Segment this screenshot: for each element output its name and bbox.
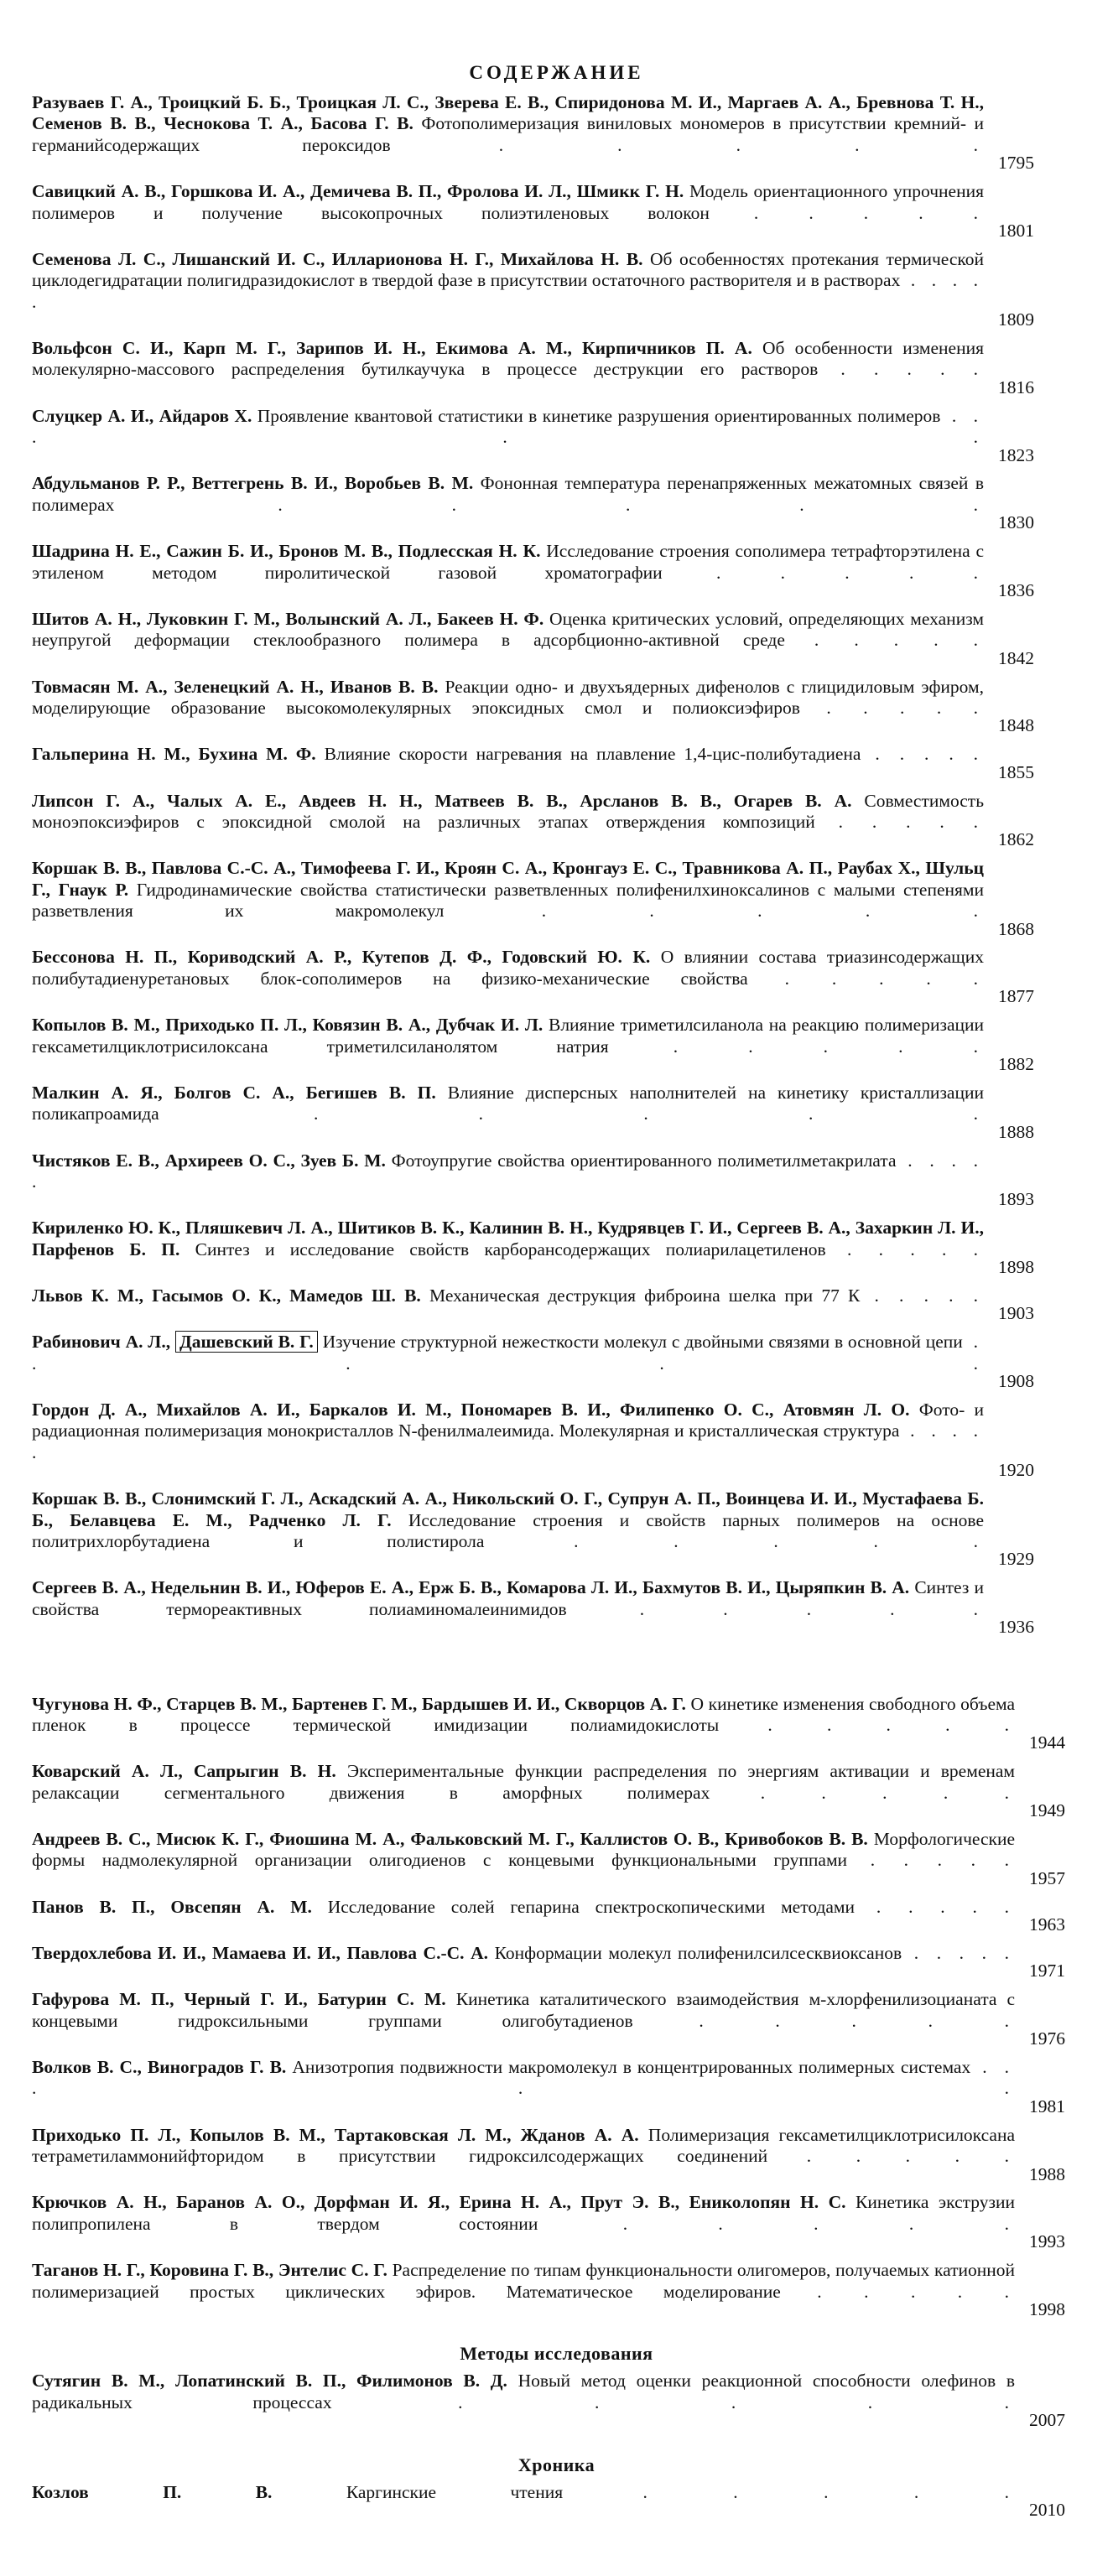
entry-authors: Шадрина Н. Е., Сажин Б. И., Бронов М. В., Подлесская Н. К. [32, 541, 541, 562]
entry-title: Оценка критических условий, определяющих механизм неупругой деформации стеклообразного полимера в адсорбционно-активной среде [32, 608, 984, 651]
toc-entry-text [32, 181, 984, 245]
leader-dots: . . . . . [32, 2057, 1016, 2099]
entry-page-number: 1976 [1029, 2028, 1065, 2049]
entry-page-number: 1868 [998, 918, 1034, 939]
leader-dots: . . . . . [710, 1782, 1015, 1803]
toc-entry [32, 1761, 1065, 1825]
toc-part-chronicle [32, 2482, 1065, 2525]
entry-page-number: 1836 [998, 579, 1034, 600]
toc-entry-text [32, 1694, 1015, 1758]
toc-entry-text [32, 2371, 1015, 2434]
entry-authors: Гафурова М. П., Черный Г. И., Батурин С. М. [32, 1989, 446, 2010]
entry-page-number: 1981 [1029, 2096, 1065, 2116]
entry-page-number: 1936 [998, 1617, 1034, 1638]
toc-entry-text [32, 2125, 1015, 2189]
toc-entry-text [32, 744, 984, 787]
toc-entry [32, 1694, 1065, 1758]
entry-authors: Козлов П. В. [32, 2481, 273, 2502]
section-heading-methods: Методы исследования [460, 2343, 653, 2365]
leader-dots: . . . . . [32, 1420, 985, 1462]
toc-entry-text [32, 1897, 1015, 1940]
toc-entry [32, 2057, 1065, 2121]
leader-dots: . . . . . [719, 1714, 1016, 1735]
entry-authors: Кириленко Ю. К., Пляшкевич Л. А., Шитиков В. К., Калинин В. Н., Кудрявцев Г. И., Сергеев В. А., Захаркин Л. И., Парфенов Б. П. [32, 1218, 984, 1259]
entry-title: Об особенности изменения молекулярно-массового распределения бутилкаучука в процессе деструкции его растворов [32, 337, 985, 380]
entry-authors: Чугунова Н. Ф., Старцев В. М., Бартенев Г. М., Бардышев И. И., Скворцов А. Г. [32, 1693, 686, 1714]
leader-dots: . . . . . [784, 630, 985, 651]
toc-part-2 [32, 1694, 1065, 2324]
leader-dots: . . . . . [747, 968, 985, 989]
toc-entry [32, 744, 1034, 787]
entry-page-number: 1944 [1029, 1732, 1065, 1753]
toc-entry [32, 1400, 1034, 1485]
toc-entry-text [32, 1943, 1015, 1986]
leader-dots: . . . . . [855, 1896, 1016, 1917]
entry-authors: Слуцкер А. И., Айдаров Х. [32, 405, 252, 426]
entry-authors: Товмасян М. А., Зеленецкий А. Н., Иванов В. В. [32, 676, 439, 697]
entry-authors: Коварский А. Л., Сапрыгин В. Н. [32, 1761, 336, 1782]
leader-dots: . . . . . [32, 270, 985, 312]
leader-dots: . . . . . [825, 1239, 985, 1259]
toc-entry-text [32, 1083, 984, 1146]
entry-page-number: 1882 [998, 1053, 1034, 1074]
entry-page-number: 1809 [998, 309, 1034, 330]
leader-dots: . . . . . [860, 1285, 985, 1306]
entry-page-number: 1795 [998, 153, 1034, 174]
leader-dots: . . . . . [662, 562, 984, 583]
entry-page-number: 1842 [998, 647, 1034, 668]
entry-authors: Таганов Н. Г., Коровина Г. В., Энтелис С. Г. [32, 2260, 387, 2281]
toc-entry [32, 1829, 1065, 1893]
toc-entry-text [32, 2192, 1015, 2256]
entry-authors: Волков В. С., Виноградов Г. В. [32, 2057, 287, 2078]
entry-title: Кинетика каталитического взаимодействия м-хлорфенилизоцианата с концевыми гидроксильными группами олигобутадиенов [32, 1989, 1016, 2031]
leader-dots: . . . . . [902, 1943, 1016, 1963]
toc-entry [32, 1285, 1034, 1328]
leader-dots: . . . . . [32, 1150, 985, 1192]
leader-dots: . . . . . [566, 1598, 985, 1619]
entry-authors: Семенова Л. С., Лишанский И. С., Илларионова Н. Г., Михайлова Н. В. [32, 248, 643, 269]
entry-page-number: 1963 [1029, 1914, 1065, 1935]
entry-title: Об особенностях протекания термической циклодегидратации полигидразидокислот в твердой фазе в присутствии остаточного растворителя и в растворах [32, 248, 985, 291]
toc-entry [32, 677, 1034, 740]
toc-part-1 [32, 92, 1034, 1642]
entry-authors: Гальперина Н. М., Бухина М. Ф. [32, 744, 316, 765]
entry-page-number: 1862 [998, 829, 1034, 850]
entry-authors: Приходько П. Л., Копылов В. М., Тартаковская Л. М., Жданов А. А. [32, 2124, 639, 2145]
toc-entry [32, 791, 1034, 854]
toc-entry [32, 2192, 1065, 2256]
toc-entry-text [32, 92, 984, 178]
toc-entry [32, 1083, 1034, 1146]
entry-authors: Коршак В. В., Слонимский Г. Л., Аскадский А. А., Никольский О. Г., Супрун А. П., Воинцева И. И., Мустафаева Б. Б., Белавцева Е. М., Радченко Л. Г. [32, 1488, 984, 1530]
entry-title: Фононная температура перенапряженных межатомных связей в полимерах [32, 473, 984, 515]
entry-title: Модель ориентационного упрочнения полимеров и получение высокопрочных полиэтиленовых волокон [32, 181, 984, 223]
entry-title: Влияние скорости нагревания на плавление 1,4-цис-полибутадиена [324, 744, 861, 765]
entry-page-number: 1920 [998, 1460, 1034, 1481]
toc-entry-text [32, 1332, 984, 1395]
entry-title: Кинетика экструзии полипропилена в твердом состоянии [32, 2192, 1015, 2234]
entry-title: Влияние триметилсиланола на реакцию полимеризации гексаметилциклотрисилоксана триметилсиланолятом натрия [32, 1015, 985, 1057]
leader-dots: . . . . . [847, 1850, 1015, 1871]
toc-entry-text [32, 541, 984, 605]
entry-authors: Савицкий А. В., Горшкова И. А., Демичева В. П., Фролова И. Л., Шмикк Г. Н. [32, 181, 684, 202]
leader-dots: . . . . . [818, 359, 984, 380]
leader-dots: . . . . . [608, 1036, 984, 1057]
toc-entry-text [32, 1015, 984, 1078]
leader-dots: . . . . . [538, 2213, 1015, 2234]
entry-authors: Бессонова Н. П., Кориводский А. Р., Кутепов Д. Ф., Годовский Ю. К. [32, 947, 651, 968]
entry-title: О влиянии состава триазинсодержащих полибутадиенуретановых блок-сополимеров на физико-механические свойства [32, 947, 984, 989]
entry-authors: Сергеев В. А., Недельнин В. И., Юферов Е. А., Ерж Б. В., Комарова Л. И., Бахмутов В. И., Цыряпкин В. А. [32, 1577, 910, 1598]
entry-authors: Андреев В. С., Мисюк К. Г., Фиошина М. А., Фальковский М. Г., Каллистов О. В., Кривобоков В. В. [32, 1828, 868, 1849]
entry-title: Синтез и свойства термореактивных полиаминомалеинимидов [32, 1577, 984, 1619]
toc-entry [32, 1015, 1034, 1078]
toc-entry-text [32, 1285, 984, 1328]
toc-entry-text [32, 947, 984, 1010]
entry-page-number: 1971 [1029, 1961, 1065, 1981]
leader-dots: . . . . . [331, 2392, 1016, 2412]
toc-entry-text [32, 338, 984, 402]
entry-page-number: 1893 [998, 1189, 1034, 1210]
entry-title: Полимеризация гексаметилциклотрисилоксана тетраметиламмонийфторидом в присутствии гидроксилсодержащих соединений [32, 2124, 1015, 2167]
entry-title: Влияние дисперсных наполнителей на кинетику кристаллизации поликапроамида [32, 1082, 984, 1124]
leader-dots: . . . . . [814, 812, 985, 832]
toc-entry-text [32, 1488, 984, 1574]
entry-title: Механическая деструкция фиброина шелка при 77 К [429, 1285, 861, 1306]
toc-entry-text [32, 1829, 1015, 1893]
entry-title: Изучение структурной нежесткости молекул с двойными связями в основной цепи [322, 1332, 963, 1353]
entry-authors: Крючков А. Н., Баранов А. О., Дорфман И. Я., Ерина Н. А., Прут Э. В., Ениколопян Н. С. [32, 2192, 846, 2213]
entry-page-number: 2010 [1029, 2500, 1065, 2521]
toc-entry [32, 1577, 1034, 1641]
toc-entry-text [32, 1150, 984, 1214]
entry-authors: Чистяков Е. В., Архиреев О. С., Зуев Б. М. [32, 1150, 386, 1171]
entry-authors: Шитов А. Н., Луковкин Г. М., Волынский А. Л., Бакеев Н. Ф. [32, 608, 544, 629]
leader-dots: . . . . . [799, 697, 984, 718]
entry-title: Гидродинамические свойства статистически разветвленных полифенилхиноксалинов с малыми степенями разветвления их макромолекул [32, 879, 984, 922]
entry-authors-boxed: Дашевский В. Г. [175, 1331, 318, 1353]
toc-entry [32, 473, 1034, 537]
toc-entry-text [32, 791, 984, 854]
entry-page-number: 1898 [998, 1257, 1034, 1278]
entry-title: О кинетике изменения свободного объема пленок в процессе термической имидизации полиамидокислоты [32, 1693, 1015, 1735]
entry-title: Новый метод оценки реакционной способности олефинов в радикальных процессах [32, 2371, 1016, 2412]
entry-title: Фотоупругие свойства ориентированного полиметилметакрилата [391, 1150, 897, 1171]
toc-entry-text [32, 1761, 1015, 1825]
toc-entry-text [32, 677, 984, 740]
entry-authors: Абдульманов Р. Р., Веттегрень В. И., Воробьев В. М. [32, 473, 474, 494]
toc-entry [32, 1897, 1065, 1940]
toc-entry [32, 541, 1034, 605]
entry-page-number: 1957 [1029, 1867, 1065, 1888]
entry-authors: Гордон Д. А., Михайлов А. И., Баркалов И. М., Пономарев В. И., Филипенко О. С., Атовмян Л. О. [32, 1400, 910, 1420]
leader-dots: . . . . . [484, 1531, 984, 1551]
toc-entry [32, 1488, 1034, 1574]
entry-title: Распределение по типам функциональности олигомеров, получаемых катионной полимеризацией простых циклических эфиров. Математическое моделирование [32, 2260, 1015, 2302]
entry-authors: Копылов В. М., Приходько П. Л., Ковязин В. А., Дубчак И. Л. [32, 1015, 543, 1036]
entry-page-number: 1830 [998, 512, 1034, 533]
toc-entry-text [32, 1989, 1015, 2053]
toc-entry-text [32, 2482, 1015, 2525]
entry-title: Анизотропия подвижности макромолекул в концентрированных полимерных системах [292, 2057, 971, 2078]
entry-title: Фото- и радиационная полимеризация монокристаллов N-фенилмалеимида. Молекулярная и кристаллическая структура [32, 1400, 985, 1441]
toc-entry-text [32, 2260, 1015, 2324]
entry-page-number: 1855 [998, 761, 1034, 782]
entry-page-number: 1801 [998, 220, 1034, 241]
entry-title: Фотополимеризация виниловых мономеров в присутствии кремний- и германийсодержащих пероксидов [32, 113, 984, 155]
toc-part-methods [32, 2371, 1065, 2434]
leader-dots: . . . . . [632, 2010, 1016, 2031]
leader-dots: . . . . . [563, 2481, 1015, 2502]
entry-title: Совместимость моноэпоксиэфиров с эпоксидной смолой на различных этапах отверждения композиций [32, 790, 985, 832]
toc-entry [32, 2125, 1065, 2189]
toc-entry [32, 1218, 1034, 1281]
leader-dots: . . . . . [32, 1332, 985, 1374]
entry-page-number: 1988 [1029, 2163, 1065, 2184]
toc-entry [32, 947, 1034, 1010]
page-title: СОДЕРЖАНИЕ [469, 62, 644, 83]
entry-authors: Львов К. М., Гасымов О. К., Мамедов Ш. В. [32, 1285, 421, 1306]
leader-dots: . . . . . [114, 494, 984, 515]
leader-dots: . . . . . [159, 1104, 984, 1124]
toc-entry [32, 1989, 1065, 2053]
entry-authors: Коршак В. В., Павлова С.-С. А., Тимофеева Г. И., Кроян С. А., Кронгауз Е. С., Травникова А. П., Раубах Х., Шульц Г., Гнаук Р. [32, 858, 984, 900]
entry-title: Конформации молекул полифенилсилсесквиоксанов [494, 1943, 902, 1963]
toc-entry [32, 609, 1034, 673]
toc-entry [32, 1150, 1034, 1214]
entry-page-number: 1908 [998, 1371, 1034, 1392]
toc-entry-text [32, 2057, 1015, 2121]
toc-entry [32, 2371, 1065, 2434]
leader-dots: . . . . . [767, 2146, 1015, 2167]
entry-authors: Малкин А. Я., Болгов С. А., Бегишев В. П. [32, 1082, 436, 1103]
entry-authors: Панов В. П., Овсепян А. М. [32, 1896, 312, 1917]
leader-dots: . . . . . [32, 405, 985, 448]
toc-entry-text [32, 858, 984, 943]
leader-dots: . . . . . [444, 901, 984, 922]
toc-entry [32, 2482, 1065, 2525]
toc-entry-text [32, 406, 984, 470]
entry-page-number: 1993 [1029, 2231, 1065, 2252]
toc-entry [32, 1332, 1034, 1395]
entry-authors: Рабинович А. Л., [32, 1332, 171, 1353]
toc-entry [32, 1943, 1065, 1986]
toc-entry-text [32, 1218, 984, 1281]
section-heading-chronicle: Хроника [517, 2454, 596, 2475]
entry-page-number: 1949 [1029, 1800, 1065, 1821]
leader-dots: . . . . . [390, 134, 985, 155]
toc-entry-text [32, 473, 984, 537]
entry-authors: Сутягин В. М., Лопатинский В. П., Филимонов В. Д. [32, 2371, 507, 2392]
leader-dots: . . . . . [861, 744, 985, 765]
entry-title: Каргинские чтения [346, 2481, 564, 2502]
entry-title: Экспериментальные функции распределения по энергиям активации и временам релаксации сегментального движения в аморфных полимерах [32, 1761, 1016, 1803]
toc-entry [32, 92, 1034, 178]
leader-dots: . . . . . [709, 202, 985, 223]
entry-title: Исследование строения и свойств парных полимеров на основе политрихлорбутадиена и полистирола [32, 1509, 984, 1551]
entry-page-number: 1823 [998, 444, 1034, 465]
entry-authors: Липсон Г. А., Чалых А. Е., Авдеев Н. Н., Матвеев В. В., Арсланов В. В., Огарев В. А. [32, 790, 852, 811]
toc-entry-text [32, 249, 984, 335]
toc-entry-text [32, 1400, 984, 1485]
toc-entry [32, 249, 1034, 335]
entry-page-number: 2007 [1029, 2410, 1065, 2431]
entry-title: Исследование солей гепарина спектроскопическими методами [327, 1896, 856, 1917]
entry-page-number: 1929 [998, 1549, 1034, 1570]
entry-page-number: 1816 [998, 377, 1034, 397]
entry-page-number: 1888 [998, 1121, 1034, 1142]
toc-entry [32, 2260, 1065, 2324]
entry-title: Проявление квантовой статистики в кинетике разрушения ориентированных полимеров [257, 405, 941, 426]
toc-entry [32, 181, 1034, 245]
toc-entry [32, 338, 1034, 402]
entry-title: Реакции одно- и двухъядерных дифенолов с глицидиловым эфиром, моделирующие образование высокомолекулярных эпоксидных смол и полиоксиэфиров [32, 676, 985, 718]
entry-page-number: 1903 [998, 1303, 1034, 1324]
entry-page-number: 1877 [998, 986, 1034, 1007]
entry-page-number: 1848 [998, 715, 1034, 736]
toc-entry-text [32, 1577, 984, 1641]
toc-entry-text [32, 609, 984, 673]
toc-entry [32, 858, 1034, 943]
entry-title: Морфологические формы надмолекулярной организации олигодиенов с концевыми функциональными группами [32, 1828, 1015, 1871]
entry-authors: Твердохлебова И. И., Мамаева И. И., Павлова С.-С. А. [32, 1943, 489, 1963]
entry-authors: Вольфсон С. И., Карп М. Г., Зарипов И. Н., Екимова А. М., Кирпичников П. А. [32, 337, 752, 358]
entry-authors: Разуваев Г. А., Троицкий Б. Б., Троицкая Л. С., Зверева Е. В., Спиридонова М. И., Маргаев А. А., Бревнова Т. Н., Семенов В. В., Чеснокова Т. А., Басова Г. В. [32, 92, 984, 134]
toc-entry [32, 406, 1034, 470]
entry-title: Синтез и исследование свойств карборансодержащих полиарилацетиленов [195, 1239, 826, 1259]
entry-title: Исследование строения сополимера тетрафторэтилена с этиленом методом пиролитической газовой хроматографии [32, 541, 984, 583]
entry-page-number: 1998 [1029, 2299, 1065, 2319]
leader-dots: . . . . . [780, 2281, 1015, 2302]
